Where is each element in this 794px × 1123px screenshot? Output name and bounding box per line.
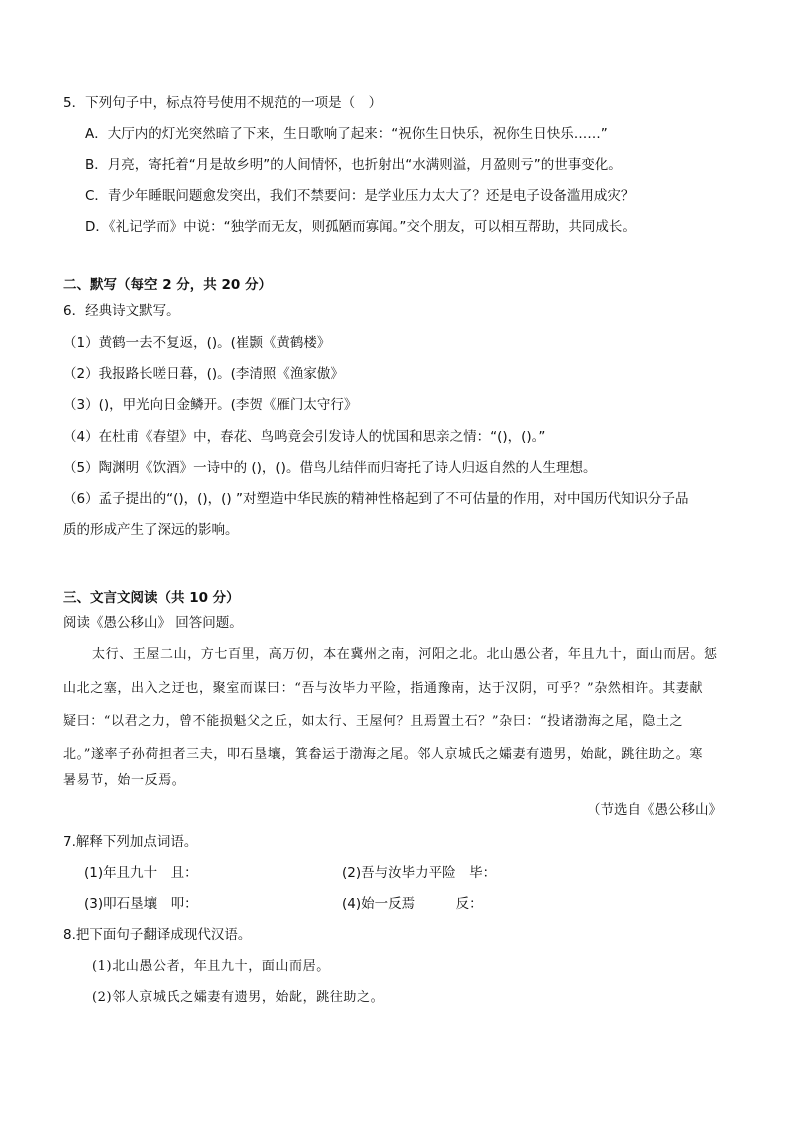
passage-source: （节选自《愚公移山》 <box>587 802 722 818</box>
q6-item-1: （1）黄鹤一去不复返，()。(崔颢《黄鹤楼》 <box>63 335 331 351</box>
q6-item-2: （2）我报路长嗟日暮，()。(李清照《渔家傲》 <box>63 366 344 382</box>
section2-title: 二、默写（每空 2 分，共 20 分） <box>63 277 272 293</box>
q6-item-3: （3）()，甲光向日金鳞开。(李贺《雁门太守行》 <box>63 397 358 413</box>
reading-intro: 阅读《愚公移山》 回答问题。 <box>63 615 243 631</box>
q8-item-1: (1)北山愚公者，年且九十，面山而居。 <box>92 959 330 974</box>
q5-option-b: B．月亮，寄托着“月是故乡明”的人间情怀，也折射出“水满则溢，月盈则亏”的世事变化。 <box>85 157 622 173</box>
q6-item-6: （6）孟子提出的“()，()，() ”对塑造中华民族的精神性格起到了不可估量的作用，对中国历代知识分子品 <box>63 491 689 507</box>
q7-item-2: (2)吾与汝毕力平险 毕： <box>342 865 497 881</box>
q6-stem: 6．经典诗文默写。 <box>63 303 180 319</box>
q7-item-1: (1)年且九十 且： <box>84 865 198 881</box>
passage-line-5: 暑易节，始一反焉。 <box>63 773 186 788</box>
q6-item-4: （4）在杜甫《春望》中，春花、鸟鸣竟会引发诗人的忧国和思亲之情：“()，()。” <box>63 429 546 445</box>
q5-option-a: A．大厅内的灯光突然暗了下来，生日歌响了起来：“祝你生日快乐，祝你生日快乐……” <box>85 126 608 142</box>
passage-line-1: 太行、王屋二山，方七百里，高万仞，本在冀州之南，河阳之北。北山愚公者，年且九十，面山而居。惩 <box>92 647 718 662</box>
passage-line-2: 山北之塞，出入之迂也，聚室而谋曰：“吾与汝毕力平险，指通豫南，达于汉阴，可乎？”杂然相许。其妻献 <box>63 681 704 696</box>
q5-option-d: D．《礼记学而》中说：“独学而无友，则孤陋而寡闻。”交个朋友，可以相互帮助，共同成长。 <box>85 219 636 235</box>
passage-line-4: 北。”遂率子孙荷担者三夫，叩石垦壤，箕畚运于渤海之尾。邻人京城氏之孀妻有遗男，始龀，跳往助之。寒 <box>63 747 703 762</box>
q7-stem: 7.解释下列加点词语。 <box>63 834 198 850</box>
q6-item-5: （5）陶渊明《饮酒》一诗中的 ()，()。借鸟儿结伴而归寄托了诗人归返自然的人生理想。 <box>63 460 597 476</box>
q7-item-3: (3)叩石垦壤 叩： <box>84 896 198 912</box>
q7-item-4: (4)始一反焉 反： <box>342 896 483 912</box>
passage-line-3: 疑曰：“以君之力，曾不能损魁父之丘，如太行、王屋何？且焉置土石？”杂曰：“投诸渤海之尾，隐土之 <box>63 714 684 729</box>
section3-title: 三、文言文阅读（共 10 分） <box>63 590 240 606</box>
q5-option-c: C．青少年睡眠问题愈发突出，我们不禁要问：是学业压力太大了？还是电子设备滥用成灾？ <box>85 188 635 204</box>
q8-stem: 8.把下面句子翻译成现代汉语。 <box>63 927 252 943</box>
q5-stem: 5．下列句子中，标点符号使用不规范的一项是（ ） <box>63 95 383 111</box>
q8-item-2: (2)邻人京城氏之孀妻有遗男，始龀，跳往助之。 <box>92 990 385 1005</box>
q6-item-6-cont: 质的形成产生了深远的影响。 <box>63 522 239 538</box>
